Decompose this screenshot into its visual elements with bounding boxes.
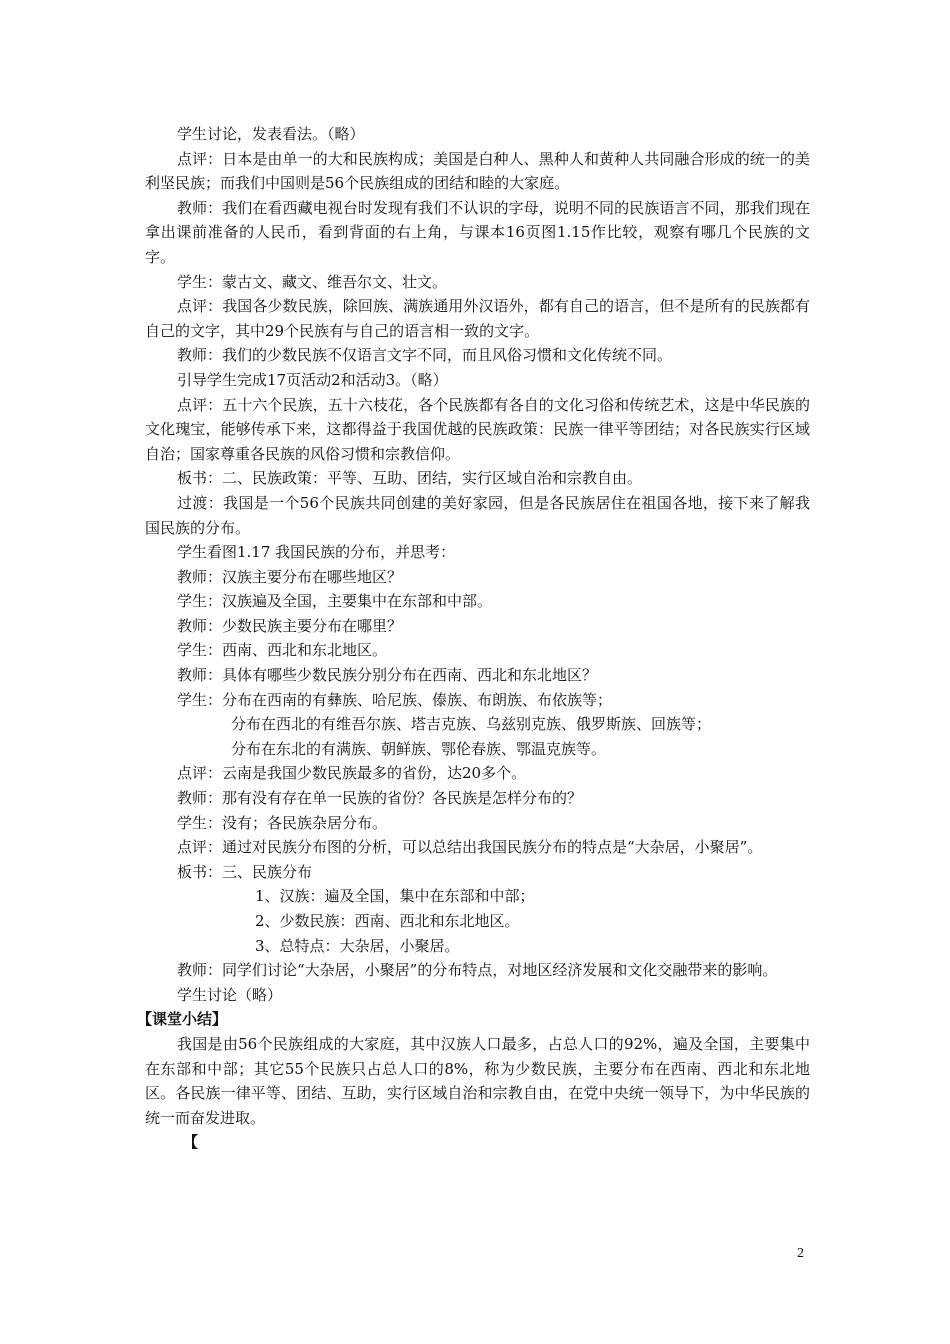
- paragraph: 引导学生完成17页活动2和活动3。（略）: [177, 370, 448, 389]
- paragraph: 教师：汉族主要分布在哪些地区？: [177, 567, 403, 586]
- paragraph: 教师：那有没有存在单一民族的省份？各民族是怎样分布的？: [177, 789, 583, 808]
- paragraph: 点评：日本是由单一的大和民族构成；美国是白种人、黑种人和黄种人共同融合形成的统一的美利坚民族；而我们中国则是56个民族组成的团结和睦的大家庭。: [145, 149, 810, 193]
- paragraph: 我国是由56个民族组成的大家庭，其中汉族人口最多，占总人口的92%，遍及全国，主要集中在东部和中部；其它55个民族只占总人口的8%，称为少数民族，主要分布在西南、西北和东北地区。各民族一律平等、团结、互助，实行区域自治和宗教自由，在党中央统一领导下，为中华民族的统一而奋发进取。: [145, 1034, 810, 1127]
- paragraph: 点评：五十六个民族，五十六枝花，各个民族都有各自的文化习俗和传统艺术，这是中华民族的文化瑰宝，能够传承下来，这都得益于我国优越的民族政策：民族一律平等团结；对各民族实行区域自治；国家尊重各民族的风俗习惯和宗教信仰。: [145, 395, 810, 463]
- paragraph: 教师：同学们讨论“大杂居，小聚居”的分布特点，对地区经济发展和文化交融带来的影响。: [177, 961, 778, 980]
- paragraph: 学生：汉族遍及全国，主要集中在东部和中部。: [177, 592, 493, 611]
- page-number: 2: [797, 1246, 804, 1261]
- paragraph: 板书：三、民族分布: [177, 862, 313, 881]
- section-heading: 【课堂小结】: [137, 1010, 228, 1029]
- document-body: [137, 122, 810, 1155]
- section-heading: 【: [183, 1133, 199, 1152]
- paragraph: 学生看图1.17 我国民族的分布，并思考：: [177, 543, 456, 562]
- paragraph: 点评：通过对民族分布图的分析，可以总结出我国民族分布的特点是“大杂居，小聚居”。: [177, 838, 763, 857]
- paragraph: 教师：具体有哪些少数民族分别分布在西南、西北和东北地区？: [177, 666, 598, 685]
- paragraph: 点评：我国各少数民族，除回族、满族通用外汉语外，都有自己的语言，但不是所有的民族都有自己的文字，其中29个民族有与自己的语言相一致的文字。: [145, 297, 810, 340]
- paragraph: 学生讨论（略）: [177, 985, 283, 1004]
- paragraph: 学生：蒙古文、藏文、维吾尔文、壮文。: [177, 272, 448, 291]
- paragraph: 分布在西北的有维吾尔族、塔吉克族、乌兹别克族、俄罗斯族、回族等；: [231, 715, 712, 734]
- paragraph: 学生：分布在西南的有彝族、哈尼族、傣族、布朗族、布依族等；: [177, 690, 613, 709]
- paragraph: 点评：云南是我国少数民族最多的省份，达20多个。: [177, 764, 527, 783]
- paragraph: 学生：西南、西北和东北地区。: [177, 641, 388, 660]
- paragraph: 教师：我们在看西藏电视台时发现有我们不认识的字母，说明不同的民族语言不同，那我们现在拿出课前准备的人民币，看到背面的右上角，与课本16页图1.15作比较，观察有哪几个民族的文字。: [145, 198, 810, 266]
- paragraph: 学生：没有；各民族杂居分布。: [177, 813, 388, 832]
- paragraph: 教师：少数民族主要分布在哪里？: [177, 616, 403, 635]
- paragraph: 板书：二、民族政策：平等、互助、团结，实行区域自治和宗教自由。: [177, 469, 643, 488]
- paragraph: 分布在东北的有满族、朝鲜族、鄂伦春族、鄂温克族等。: [231, 739, 607, 758]
- list-item: 1、汉族：遍及全国，集中在东部和中部；: [255, 887, 535, 906]
- paragraph: 过渡：我国是一个56个民族共同创建的美好家园，但是各民族居住在祖国各地，接下来了解我国民族的分布。: [145, 493, 810, 537]
- list-item: 3、总特点：大杂居，小聚居。: [255, 936, 460, 955]
- paragraph: 教师：我们的少数民族不仅语言文字不同，而且风俗习惯和文化传统不同。: [177, 346, 673, 365]
- paragraph: 学生讨论，发表看法。（略）: [177, 125, 365, 143]
- list-item: 2、少数民族：西南、西北和东北地区。: [255, 912, 520, 930]
